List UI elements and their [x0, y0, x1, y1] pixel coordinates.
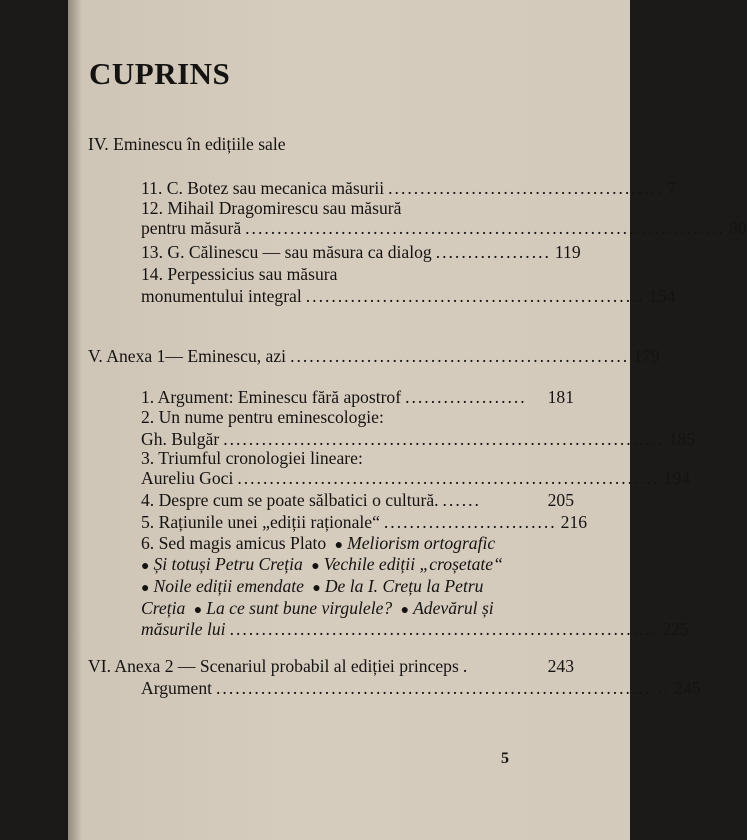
- toc-entry: [141, 466, 691, 490]
- toc-entry: [141, 617, 689, 641]
- toc-entry-page: 119: [554, 242, 581, 262]
- toc-subtopic: măsurile lui: [141, 619, 226, 639]
- leader-dots: .......................................................................: [216, 678, 671, 698]
- leader-dots: .....................................................: [290, 346, 630, 366]
- toc-entry-title: Aureliu Goci: [141, 468, 234, 488]
- toc-entry-title: 13. G. Călinescu — sau măsura ca dialog: [141, 242, 432, 262]
- toc-entry-page: 245: [674, 678, 701, 698]
- page-edge-shadow: [68, 0, 82, 840]
- leader-dots: ......: [442, 490, 481, 510]
- bullet-icon: ●: [141, 559, 150, 574]
- toc-entry-page: 194: [663, 468, 691, 488]
- toc-entry-title: pentru măsură: [141, 218, 242, 238]
- toc-entry-page: 185: [668, 429, 696, 449]
- bullet-icon: ●: [311, 559, 320, 574]
- toc-entry-page: 216: [560, 512, 588, 532]
- toc-entry-title: 11. C. Botez sau mecanica măsurii: [141, 178, 385, 198]
- toc-entry-page: 7: [667, 178, 677, 198]
- toc-entry: [141, 216, 747, 240]
- book-page: [68, 0, 747, 840]
- leader-dots: ..................: [435, 242, 551, 262]
- bullet-icon: ●: [141, 581, 150, 596]
- bullet-icon: ●: [312, 581, 321, 596]
- section-heading-vi: [88, 654, 574, 678]
- toc-entry-page: 205: [547, 490, 574, 510]
- toc-entry: [141, 240, 581, 264]
- toc-subtopic: Creția: [141, 598, 186, 618]
- toc-entry-title: V. Anexa 1— Eminescu, azi: [88, 346, 287, 366]
- toc-entry: [141, 488, 574, 512]
- toc-subtopic: La ce sunt bune virgulele?: [206, 598, 393, 618]
- toc-entry-title: Argument: [141, 678, 213, 698]
- leader-dots: ..................................................................: [237, 468, 660, 488]
- leader-dots: ...................: [405, 387, 527, 407]
- toc-entry-title: 2. Un nume pentru eminescologie:: [141, 407, 384, 427]
- leader-dots: ...................................................................: [229, 619, 659, 639]
- toc-subtopic: Noile ediții emendate: [153, 576, 304, 596]
- toc-entry-page: 243: [547, 656, 574, 676]
- leader-dots: ...........................................: [388, 178, 664, 198]
- toc-entry-page: 154: [648, 286, 676, 306]
- toc-entry-page: 179: [633, 346, 660, 366]
- toc-subtopic: Vechile ediții „croșetate“: [323, 554, 503, 574]
- toc-entry-title: VI. Anexa 2 — Scenariul probabil al ediției princeps: [88, 656, 459, 676]
- toc-subtopic: Meliorism ortografic: [347, 533, 496, 553]
- page-title: CUPRINS: [89, 56, 231, 91]
- toc-entry-title: 1. Argument: Eminescu fără apostrof: [141, 387, 402, 407]
- toc-subtopic: Și totuși Petru Creția: [153, 554, 303, 574]
- leader-dots: ...........................................................................: [245, 218, 726, 238]
- leader-dots: .....................................................: [305, 286, 645, 306]
- toc-entry-title: 3. Triumful cronologiei lineare:: [141, 448, 363, 468]
- toc-entry-title: 14. Perpessicius sau măsura: [141, 264, 338, 284]
- bullet-icon: ●: [400, 603, 410, 618]
- toc-entry: [141, 676, 701, 700]
- leader-dots: .: [462, 656, 470, 676]
- leader-dots: ...........................: [383, 512, 557, 532]
- toc-entry-page: 225: [662, 619, 689, 639]
- toc-entry-title: monumentului integral: [141, 286, 302, 306]
- toc-subtopic: De la I. Crețu la Petru: [324, 576, 484, 596]
- toc-entry-title: 4. Despre cum se poate sălbatici o cultură.: [141, 490, 439, 510]
- toc-subtopic: Adevărul și: [413, 598, 494, 618]
- toc-entry-page: 80: [729, 218, 747, 238]
- section-heading-iv: IV. Eminescu în edițiile sale: [88, 134, 286, 154]
- toc-entry-title: 5. Rațiunile unei „ediții raționale“: [141, 512, 380, 532]
- section-heading-v: [88, 344, 660, 368]
- toc-entry-page: 181: [547, 387, 574, 407]
- page-number: 5: [501, 750, 509, 767]
- leader-dots: .....................................................................: [223, 429, 665, 449]
- toc-entry: [141, 284, 676, 308]
- bullet-icon: ●: [334, 538, 344, 553]
- toc-entry-title: 12. Mihail Dragomirescu sau măsură: [141, 198, 402, 218]
- toc-entry-title: 6. Sed magis amicus Plato: [141, 533, 327, 553]
- bullet-icon: ●: [193, 603, 203, 618]
- toc-entry-title: Gh. Bulgăr: [141, 429, 220, 449]
